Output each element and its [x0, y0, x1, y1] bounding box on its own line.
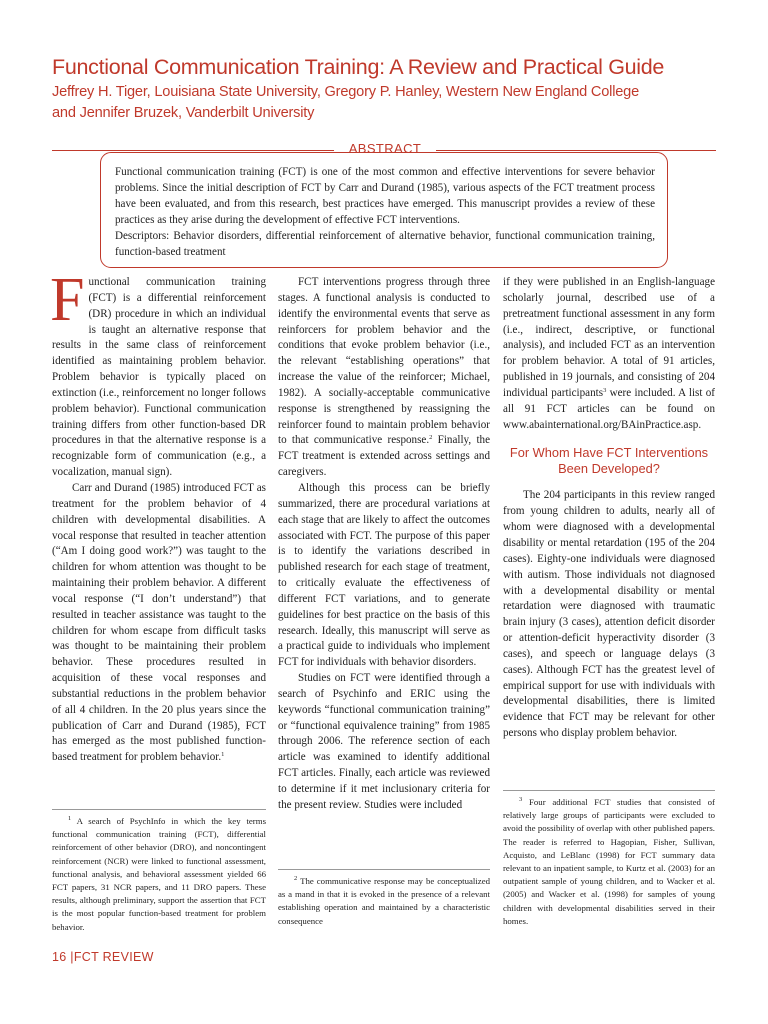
paragraph-text: Finally, the FCT treatment is extended across settings and caregivers.	[278, 434, 490, 479]
footnote-3	[503, 790, 715, 928]
page-number: 16	[52, 950, 67, 964]
abstract-rule-right	[436, 150, 716, 151]
footnote-ref-2: 2	[429, 434, 433, 442]
authors-line-2: and Jennifer Bruzek, Vanderbilt University	[52, 105, 315, 121]
footnote-ref-1: 1	[221, 751, 225, 759]
footnote-ref-3: 3	[603, 386, 607, 394]
abstract-text: Functional communication training (FCT) is one of the most common and effective interventions for severe behavior problems. Since the initial description of FCT by Carr and Durand (1985), various aspects of the FCT treatment process have been evaluated, and from this research, best practices have emerged. This manuscript provides a review of these practices as they arise during the development of effective FCT interventions.	[115, 166, 655, 226]
paragraph: The 204 participants in this review ranged from young children to adults, nearly all of whom were diagnosed with a developmental disability or mental retardation (195 of the 204 cases). Eighty-one individuals were diagnosed with autism. Those individuals not diagnosed with a developmental disability or mental retardation were diagnosed with traumatic brain injury (3 cases), attention deficit disorder or attention-deficit hyperactivity disorder (3 cases), and speech or language delays (3 cases). Although FCT has the greatest level of empirical support for use with individuals with developmental disabilities, there is limited evidence that FCT may be relevant for other persons who display problem behavior.	[503, 489, 715, 740]
paragraph: Although this process can be briefly summarized, there are procedural variations at each stage that are likely to affect the outcomes associated with FCT. The purpose of this paper is to identify the variations described in published research for each stage of treatment, to critically evaluate the effectiveness of different FCT variations, and to generate guidelines for best practice on the basis of this research. Ideally, this manuscript will serve as a practical guide to individuals who implement FCT for individuals with behavior disorders.	[278, 481, 490, 669]
paragraph	[52, 481, 266, 766]
paragraph-text: FCT interventions progress through three stages. A functional analysis is conducted to identify the environmental events that serve as reinforcers for problem behavior and the conditions that evoke problem behavior (i.e., the relevant “establishing operations” that increase the value of the reinforcer; Michael, 1982). A socially-acceptable communicative response is strengthened by reassigning the reinforcer found to maintain problem behavior to that communicative response.	[278, 276, 490, 447]
paragraph-text: if they were published in an English-language scholarly journal, described use of a pretreatment functional assessment in any form (i.e., indirect, descriptive, or functional analysis), and included FCT as an intervention for problem behavior. A total of 91 articles, published in 19 journals, and consisting of 204 individual participants	[503, 276, 715, 399]
paragraph	[503, 275, 715, 433]
abstract-box	[100, 152, 668, 268]
footnote-body: A search of PsychInfo in which the key terms functional communication training (FCT), differential reinforcement of other behavior (DRO), and noncontingent reinforcement (NCR) were linked to functional assessment, functional analysis, and behavioral assessment yielded 66 FCT papers, 31 NCR papers, and 11 DRO papers. These results, although preliminary, support the assertion that FCT is the most popular function-based treatment for problem behavior.	[52, 816, 266, 932]
footnote-body: The communicative response may be conceptualized as a mand in that it is evoked in the presence of a relevant establishing operation and maintained by a characteristic consequence	[278, 876, 490, 926]
article-title: Functional Communication Training: A Review and Practical Guide	[52, 55, 665, 79]
authors-line-1: Jeffrey H. Tiger, Louisiana State University, Gregory P. Hanley, Western New England College	[52, 84, 639, 100]
abstract-descriptors: Descriptors: Behavior disorders, differential reinforcement of alternative behavior, functional communication training, function-based treatment	[115, 229, 655, 258]
page-footer	[52, 950, 154, 964]
footnote-mark: 3	[519, 796, 523, 803]
journal-name: FCT REVIEW	[73, 950, 154, 964]
abstract-rule-left	[52, 150, 334, 151]
footnote-body: Four additional FCT studies that consisted of relatively large groups of participants were excluded to avoid the possibility of overlap with other published papers. The reader is referred to Hagopian, Fisher, Sullivan, Acquisto, and LeBlanc (1998) for FCT summary data relevant to an inpatient sample, to Kurtz et al. (2003) for an outpatient sample of young children, and to Wacker et al. (2005) and Wacker et al. (1998) for samples of young children with developmental disabilities served in their homes.	[503, 797, 715, 926]
paragraph-text: were included. A list of all 91 FCT articles can be found on www.abainternational.org/BAinPractice.asp.	[503, 386, 715, 431]
paragraph	[278, 275, 490, 481]
paragraph-text: Carr and Durand (1985) introduced FCT as treatment for the problem behavior of 4 children with developmental disabilities. A vocal response that resulted in teacher attention (“Am I doing good work?”) was taught to the children for whom attention was thought to be maintaining their problem behavior. A different vocal response (“I don’t understand”) that resulted in teacher assistance was taught to the children for whom escape from difficult tasks was thought to be maintaining their problem behavior. These procedures resulted in acquisition of these vocal responses and substantial reductions in the problem behavior of all 4 children. In the 20 plus years since the publication of Carr and Durand (1985), FCT has emerged as the most published function-based treatment for problem behavior.	[52, 481, 266, 764]
abstract-label: ABSTRACT	[348, 141, 422, 156]
column-3	[503, 275, 715, 742]
column-1	[50, 266, 266, 766]
author-list	[52, 82, 732, 124]
footnote-text	[52, 815, 266, 934]
footnote-text	[503, 796, 715, 928]
footnote-rule	[52, 809, 266, 810]
footnote-2	[278, 869, 490, 928]
footnote-mark: 2	[294, 875, 298, 882]
footer-separator: |	[70, 950, 74, 964]
footnote-1	[52, 809, 266, 934]
footnote-rule	[503, 790, 715, 791]
footnote-mark: 1	[68, 815, 72, 822]
footnote-text	[278, 875, 490, 928]
column-2	[278, 275, 490, 814]
footnote-rule	[278, 869, 490, 870]
drop-cap: F	[50, 266, 85, 334]
paragraph	[50, 266, 266, 481]
paragraph-text: unctional communication training (FCT) is a differential reinforcement (DR) procedure in which an individual is taught an alternative response that results in the same class of reinforcement identified as maintaining problem behavior. Problem behavior is typically placed on extinction (i.e., reinforcement no longer follows problem behavior). Functional communication training differs from other function-based DR procedures in that the alternative response is a recognizable form of communication (e.g., a vocalization, manual sign).	[52, 276, 266, 479]
paragraph: Studies on FCT were identified through a search of Psychinfo and ERIC using the keywords “functional communication training” or “functional equivalence training” from 1985 through 2006. The reference section of each article was examined to identify additional FCT articles. Finally, each article was reviewed to determine if it met inclusionary criteria for the present review. Studies were included	[278, 672, 490, 811]
section-heading: For Whom Have FCT Interventions Been Developed?	[509, 445, 709, 477]
